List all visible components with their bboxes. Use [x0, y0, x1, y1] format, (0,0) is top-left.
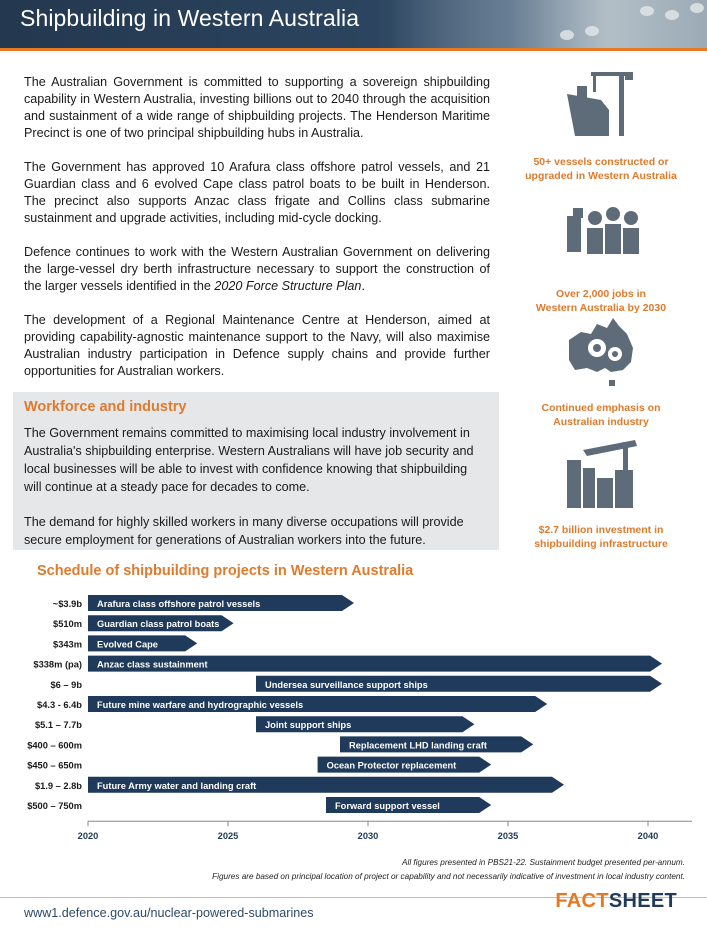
stat-label	[520, 401, 682, 429]
factsheet-logo-part: FACT	[555, 890, 609, 912]
gantt-cost-label: $6 – 9b	[50, 679, 82, 690]
stat-line: Over 2,000 jobs in	[556, 288, 646, 300]
stat-line: $2.7 billion investment in	[538, 524, 664, 536]
infrastructure-crane-icon	[561, 432, 641, 512]
gantt-cost-label: $343m	[53, 639, 82, 650]
gantt-tick-label: 2030	[357, 831, 379, 842]
factsheet-logo	[555, 890, 677, 913]
header-banner	[0, 0, 707, 48]
gantt-bar-label: Anzac class sustainment	[97, 659, 208, 670]
stat-industry	[520, 310, 682, 429]
header-photo-detail	[665, 10, 679, 20]
gantt-cost-label: ~$3.9b	[52, 599, 82, 609]
schedule-gantt-chart	[0, 588, 707, 850]
gantt-bar-label: Forward support vessel	[335, 801, 440, 811]
intro-paragraph: The development of a Regional Maintenance Centre at Henderson, aimed at providing capability-agnostic maintenance support to the Navy, will also maximise Australian industry participation in Defence supply chains and provide further opportunities for Australian workers.	[24, 313, 490, 378]
australia-gears-icon	[561, 310, 641, 390]
footnote: Figures are based on principal location of project or capability and not necessarily indicative of investment in local industry content.	[212, 872, 685, 881]
intro-paragraph	[24, 244, 490, 295]
gantt-cost-label: $510m	[53, 619, 82, 630]
gantt-tick-label: 2040	[637, 831, 659, 842]
gantt-cost-label: $1.9 – 2.8b	[34, 780, 82, 791]
stat-line: shipbuilding infrastructure	[534, 538, 668, 550]
plan-title: 2020 Force Structure Plan	[214, 279, 362, 293]
gantt-tick-label: 2020	[77, 831, 99, 842]
stat-line: Western Australia by 2030	[535, 302, 667, 314]
gantt-bar-label: Future mine warfare and hydrographic vessels	[97, 700, 304, 710]
header-photo-detail	[640, 6, 654, 16]
header-accent-line	[0, 48, 707, 51]
footer-url[interactable]: www1.defence.gov.au/nuclear-powered-submarines	[24, 906, 314, 920]
gantt-bar-label: Future Army water and landing craft	[97, 780, 257, 791]
schedule-title: Schedule of shipbuilding projects in Western Australia	[37, 563, 414, 579]
stat-jobs	[520, 196, 682, 315]
gantt-bar-label: Arafura class offshore patrol vessels	[97, 599, 261, 609]
header-photo-detail	[690, 3, 704, 13]
gantt-cost-label: $5.1 – 7.7b	[34, 720, 82, 731]
gantt-bar-label: Evolved Cape	[97, 639, 158, 650]
footnote: All figures presented in PBS21-22. Sustainment budget presented per-annum.	[402, 858, 685, 867]
gantt-bar-label: Joint support ships	[265, 720, 352, 731]
stat-line: upgraded in Western Australia	[525, 170, 677, 182]
header-photo	[377, 0, 707, 48]
workers-buildings-icon	[561, 196, 641, 276]
workforce-body	[24, 424, 488, 566]
intro-text: Defence continues to work with the Western Australian Government on delivering the large-vessel dry berth infrastructure necessary to support the construction of the larger vessels identified in the	[24, 245, 490, 293]
workforce-heading: Workforce and industry	[24, 399, 187, 415]
intro-text: .	[361, 279, 365, 293]
gantt-cost-label: $450 – 650m	[27, 760, 82, 771]
header-photo-detail	[585, 26, 599, 36]
gantt-cost-label: $4.3 - 6.4b	[37, 700, 82, 710]
stat-vessels	[520, 64, 682, 183]
workforce-paragraph: The Government remains committed to maximising local industry involvement in Australia's shipbuilding enterprise. Western Australians will have job security and local businesses will be able to invest with confidence knowing that shipbuilding will continue at a steady pace for decades to come.	[24, 426, 474, 494]
stat-line: Australian industry	[553, 416, 649, 428]
gantt-bar-label: Undersea surveillance support ships	[265, 679, 428, 690]
gantt-bar-label: Guardian class patrol boats	[97, 619, 220, 630]
stat-line: 50+ vessels constructed or	[533, 156, 669, 168]
intro-paragraph: The Government has approved 10 Arafura class offshore patrol vessels, and 21 Guardian class and 6 evolved Cape class patrol boats to be built in Henderson. The precinct also supports Anzac class frigate and Collins class submarine sustainment and upgrade activities, including mid-cycle docking.	[24, 160, 490, 225]
gantt-cost-label: $500 – 750m	[27, 801, 82, 811]
gantt-cost-label: $338m (pa)	[33, 659, 82, 670]
gantt-tick-label: 2025	[217, 831, 239, 842]
factsheet-logo-part: SHEET	[608, 890, 677, 912]
stat-label	[520, 155, 682, 183]
gantt-bar-label: Ocean Protector replacement	[326, 760, 457, 771]
header-photo-detail	[560, 30, 574, 40]
intro-paragraph: The Australian Government is committed to supporting a sovereign shipbuilding capability in Western Australia, investing billions out to 2040 through the acquisition and sustainment of a wide range of shipbuilding projects. The Henderson Maritime Precinct is one of two principal shipbuilding hubs in Australia.	[24, 75, 490, 140]
workforce-paragraph: The demand for highly skilled workers in many diverse occupations will provide secure employment for generations of Australian workers into the future.	[24, 515, 464, 547]
gantt-tick-label: 2035	[497, 831, 519, 842]
stat-line: Continued emphasis on	[541, 402, 661, 414]
stat-investment	[520, 432, 682, 551]
stat-label	[520, 523, 682, 551]
gantt-cost-label: $400 – 600m	[27, 740, 82, 751]
page-title: Shipbuilding in Western Australia	[20, 5, 360, 31]
intro-section	[24, 74, 490, 397]
gantt-bar-label: Replacement LHD landing craft	[349, 740, 487, 751]
ship-crane-icon	[561, 64, 641, 144]
